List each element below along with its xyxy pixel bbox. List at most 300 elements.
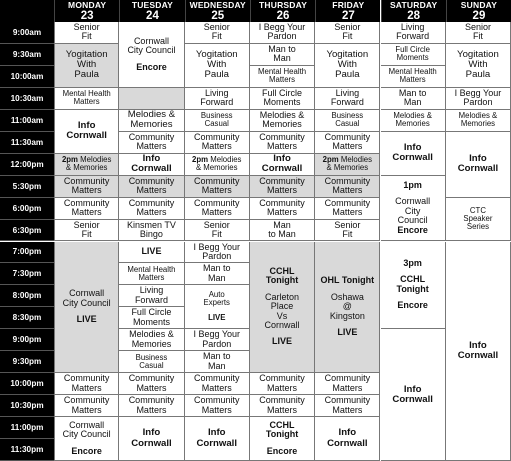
program-title-line: Community: [324, 131, 371, 142]
program-title-line: Tonight: [265, 429, 299, 440]
program-cell[interactable]: [185, 176, 250, 198]
program-title-line: Senior: [73, 22, 100, 33]
program-title-line: Community: [63, 197, 110, 208]
program-title-line: With: [337, 59, 357, 71]
program-cell[interactable]: [315, 176, 380, 198]
program-title-line: Series: [466, 222, 489, 232]
program-title-line: Auto: [208, 290, 225, 300]
program-title-line: Casual: [204, 119, 229, 129]
program-cell[interactable]: [185, 44, 250, 88]
program-cell[interactable]: [250, 22, 315, 44]
program-cell[interactable]: [381, 176, 446, 242]
program-title-line: Matters: [332, 404, 363, 415]
program-title-line: Yogitation: [195, 49, 238, 61]
program-title-line: Carleton: [265, 291, 300, 302]
program-cell[interactable]: [54, 198, 119, 220]
program-title-line: Man to: [398, 87, 427, 98]
program-title-line: Yogitation: [457, 49, 499, 61]
program-title-line: Kinsmen TV: [127, 219, 176, 230]
program-title-line: 1pm: [403, 179, 422, 190]
program-cell[interactable]: [185, 242, 250, 264]
program-title-line: Place: [270, 301, 294, 312]
program-cell[interactable]: [250, 395, 315, 417]
program-cell[interactable]: [381, 329, 446, 461]
program-title-line: Moments: [132, 316, 170, 327]
program-cell[interactable]: [54, 154, 119, 176]
program-title-line: Matters: [332, 185, 363, 196]
program-title-line: CCHL: [400, 274, 426, 285]
program-title-line: Matters: [267, 141, 298, 152]
program-cell[interactable]: [315, 373, 380, 395]
program-cell[interactable]: [54, 110, 119, 154]
program-title-line: Matters: [71, 404, 102, 415]
program-title-line: Memories: [262, 119, 302, 130]
program-title-line: Encore: [397, 300, 428, 311]
program-title-line: Cornwall: [131, 437, 172, 449]
program-title-line: Matters: [269, 75, 296, 85]
day-header: [250, 0, 315, 22]
program-title-line: Community: [259, 197, 305, 208]
program-title-line: Matters: [267, 185, 298, 196]
program-title-line: Matters: [399, 75, 426, 85]
program-title-line: Matters: [71, 207, 102, 218]
program-cell[interactable]: [315, 110, 380, 132]
program-title-line: Cornwall: [131, 163, 172, 175]
program-cell[interactable]: [315, 22, 380, 44]
program-title-line: Encore: [397, 224, 428, 235]
program-title-line: Experts: [203, 298, 230, 308]
program-title-line: Living: [204, 87, 229, 98]
program-cell[interactable]: [446, 110, 511, 132]
program-title-line: CCHL: [269, 265, 295, 276]
program-title-line: Fit: [81, 229, 92, 240]
program-title-line: Info: [469, 153, 487, 165]
program-title-line: Info: [469, 339, 487, 351]
day-name: SUNDAY: [460, 0, 498, 10]
program-cell[interactable]: [315, 44, 380, 88]
program-cell[interactable]: [54, 373, 119, 395]
program-cell[interactable]: [250, 198, 315, 220]
program-title-line: Cornwall: [196, 437, 237, 449]
program-title-line: Cornwall: [457, 163, 499, 175]
program-title-line: Community: [324, 395, 371, 406]
program-cell[interactable]: [315, 154, 380, 176]
program-cell[interactable]: [315, 132, 380, 154]
program-title-line: Matters: [136, 207, 167, 218]
program-cell[interactable]: [315, 198, 380, 220]
program-cell[interactable]: [119, 373, 184, 395]
program-title-line: Business: [331, 111, 364, 121]
program-cell[interactable]: [381, 44, 446, 66]
program-title-line: Cornwall: [264, 320, 300, 330]
program-title-line: Community: [193, 373, 240, 384]
time-slot-label: 6:00pm: [0, 198, 54, 220]
program-title-line: Council: [397, 215, 428, 226]
program-title-line: Community: [128, 373, 175, 384]
program-cell[interactable]: [54, 22, 119, 44]
program-cell[interactable]: [185, 417, 250, 461]
program-cell[interactable]: [119, 307, 184, 329]
program-title-line: Community: [193, 197, 240, 208]
program-title-line: Matters: [267, 404, 298, 415]
program-cell[interactable]: [446, 22, 511, 44]
time-slot-label: 6:30pm: [0, 220, 54, 242]
program-title-line: Fit: [472, 31, 483, 42]
program-cell[interactable]: [446, 242, 511, 461]
program-title-line: Paula: [204, 69, 230, 81]
program-title-line: Cornwall: [327, 437, 368, 449]
program-cell[interactable]: [446, 44, 511, 88]
program-cell[interactable]: [250, 132, 315, 154]
program-title-line: Melodies &: [393, 111, 432, 121]
program-cell[interactable]: [315, 242, 380, 374]
program-cell[interactable]: [185, 88, 250, 110]
time-slot-label: 7:00pm: [0, 242, 54, 264]
time-slot-label: 10:30pm: [0, 395, 54, 417]
program-title-line: Community: [63, 175, 110, 186]
program-title-line: LIVE: [272, 336, 293, 347]
program-title-line: With: [207, 59, 227, 71]
program-title-line: Matters: [73, 97, 100, 107]
program-cell[interactable]: [185, 329, 250, 351]
program-title-line: Business: [135, 352, 168, 362]
program-title-line: With: [77, 59, 97, 71]
time-slot-label: 9:30pm: [0, 351, 54, 373]
time-slot-label: 10:30am: [0, 88, 54, 110]
program-title-line: Community: [324, 373, 371, 384]
program-title-line: Senior: [464, 22, 491, 33]
program-title-line: to Man: [268, 229, 296, 240]
day-date: 23: [80, 9, 94, 22]
time-slot-label: 11:30pm: [0, 439, 54, 461]
program-title-line: 2pm Melodies: [322, 154, 373, 164]
program-title-line: Encore: [71, 445, 102, 456]
program-title-line: Senior: [203, 22, 230, 33]
program-title-line: Matters: [332, 382, 363, 393]
program-title-line: Community: [193, 131, 240, 142]
program-cell[interactable]: [185, 198, 250, 220]
time-slot-label: 7:30pm: [0, 263, 54, 285]
program-title-line: Memories: [395, 119, 430, 129]
program-title-line: Full Circle: [262, 87, 303, 98]
program-cell[interactable]: [54, 88, 119, 110]
program-title-line: & Memories: [65, 163, 108, 173]
program-title-line: Forward: [396, 31, 430, 42]
program-title-line: Matters: [136, 404, 167, 415]
program-cell[interactable]: [119, 110, 184, 132]
program-cell[interactable]: [250, 110, 315, 132]
program-title-line: Matters: [136, 185, 167, 196]
program-cell[interactable]: [119, 220, 184, 242]
program-title-line: Info: [142, 153, 161, 165]
program-title-line: Bingo: [139, 229, 163, 240]
program-title-line: Kingston: [329, 310, 365, 321]
program-title-line: Forward: [200, 97, 234, 108]
time-slot-label: 9:00am: [0, 22, 54, 44]
program-title-line: Community: [128, 175, 175, 186]
time-slot-label: 8:00pm: [0, 285, 54, 307]
time-slot-label: 8:30pm: [0, 307, 54, 329]
program-title-line: Casual: [139, 360, 164, 370]
program-title-line: Yogitation: [65, 49, 108, 61]
time-slot-label: 9:30am: [0, 44, 54, 66]
program-cell[interactable]: [54, 176, 119, 198]
day-header: [315, 0, 380, 22]
program-title-line: Matters: [332, 141, 363, 152]
program-cell[interactable]: [446, 198, 511, 242]
program-title-line: Mental Health: [257, 67, 307, 77]
day-date: 27: [341, 9, 355, 22]
program-cell[interactable]: [119, 132, 184, 154]
program-title-line: Fit: [211, 229, 222, 240]
day-name: WEDNESDAY: [189, 0, 246, 10]
program-title-line: & Memories: [195, 163, 238, 173]
program-cell[interactable]: [185, 154, 250, 176]
program-title-line: Full Circle: [395, 45, 430, 55]
program-cell[interactable]: [250, 220, 315, 242]
program-cell[interactable]: [250, 66, 315, 88]
program-title-line: Melodies &: [129, 329, 174, 340]
program-title-line: Community: [259, 131, 305, 142]
program-cell[interactable]: [250, 373, 315, 395]
program-cell[interactable]: [185, 395, 250, 417]
day-date: 28: [407, 9, 421, 22]
program-title-line: Pardon: [463, 97, 493, 108]
time-slot-label: 10:00pm: [0, 373, 54, 395]
program-title-line: Mental Health: [62, 89, 111, 99]
program-title-line: Forward: [330, 97, 364, 108]
program-title-line: Matters: [71, 185, 102, 196]
program-title-line: Encore: [266, 445, 298, 456]
program-cell[interactable]: [54, 220, 119, 242]
program-cell[interactable]: [315, 88, 380, 110]
program-title-line: Memories: [460, 119, 496, 129]
program-title-line: Community: [128, 197, 175, 208]
program-title-line: Man to: [202, 351, 231, 362]
program-title-line: Man: [403, 97, 422, 108]
program-title-line: Melodies &: [458, 111, 498, 121]
program-cell[interactable]: [119, 242, 184, 264]
time-slot-label: 10:00am: [0, 66, 54, 88]
program-cell[interactable]: [119, 154, 184, 176]
program-cell[interactable]: [119, 395, 184, 417]
program-title-line: Community: [259, 395, 305, 406]
program-title-line: Senior: [334, 219, 361, 230]
program-title-line: Community: [63, 395, 110, 406]
program-cell[interactable]: [185, 373, 250, 395]
program-title-line: Pardon: [202, 338, 232, 349]
program-cell[interactable]: [315, 417, 380, 461]
program-cell[interactable]: [250, 242, 315, 374]
program-title-line: City Council: [127, 45, 176, 56]
program-title-line: City: [404, 205, 421, 216]
program-title-line: Mental Health: [388, 67, 437, 77]
program-title-line: Community: [193, 395, 240, 406]
program-cell[interactable]: [315, 220, 380, 242]
program-cell[interactable]: [250, 44, 315, 66]
day-date: 25: [211, 9, 225, 22]
program-title-line: LIVE: [208, 313, 226, 323]
day-header: [119, 0, 184, 22]
program-cell[interactable]: [185, 351, 250, 373]
program-cell[interactable]: [119, 88, 184, 110]
program-title-line: City Council: [62, 429, 111, 440]
program-title-line: Moments: [396, 53, 429, 63]
program-title-line: Cornwall: [392, 152, 433, 164]
program-title-line: Oshawa: [330, 291, 364, 302]
program-title-line: Fit: [81, 31, 92, 42]
program-title-line: Man: [273, 219, 291, 230]
program-title-line: Info: [77, 120, 96, 132]
program-cell[interactable]: [446, 88, 511, 110]
day-header: [381, 0, 446, 22]
program-title-line: Memories: [130, 119, 173, 131]
program-title-line: Community: [128, 395, 175, 406]
program-cell[interactable]: [381, 242, 446, 330]
day-date: 26: [276, 9, 290, 22]
day-header: [446, 0, 511, 22]
program-title-line: LIVE: [337, 327, 358, 337]
program-cell[interactable]: [315, 395, 380, 417]
program-cell[interactable]: [250, 154, 315, 176]
program-title-line: Community: [259, 175, 305, 186]
program-title-line: I Begg Your: [193, 329, 241, 340]
program-cell[interactable]: [446, 132, 511, 198]
program-title-line: Matters: [136, 141, 167, 152]
program-title-line: & Memories: [326, 163, 369, 173]
program-cell[interactable]: [381, 132, 446, 176]
time-slot-label: 5:30pm: [0, 176, 54, 198]
program-cell[interactable]: [185, 285, 250, 329]
time-slot-label: 11:00am: [0, 110, 54, 132]
program-title-line: Info: [338, 427, 357, 439]
program-title-line: @: [342, 301, 352, 312]
program-cell[interactable]: [119, 351, 184, 373]
program-title-line: Paula: [74, 69, 99, 81]
program-cell[interactable]: [54, 44, 119, 88]
program-title-line: Cornwall: [69, 288, 105, 299]
program-title-line: Living: [335, 87, 360, 98]
program-title-line: LIVE: [76, 314, 97, 325]
day-header: [54, 0, 119, 22]
program-cell[interactable]: [119, 263, 184, 285]
program-title-line: Matters: [136, 382, 167, 393]
program-title-line: Tonight: [265, 275, 299, 286]
program-title-line: CTC: [469, 205, 486, 215]
program-title-line: Living: [139, 285, 164, 296]
program-cell[interactable]: [185, 132, 250, 154]
program-title-line: Forward: [134, 294, 168, 305]
program-title-line: Matters: [201, 382, 232, 393]
program-title-line: Full Circle: [131, 307, 172, 318]
program-cell[interactable]: [185, 110, 250, 132]
program-title-line: Fit: [342, 229, 353, 240]
program-title-line: Cornwall: [69, 419, 105, 430]
program-title-line: Community: [193, 175, 240, 186]
program-title-line: Info: [142, 427, 161, 439]
time-slot-label: 12:00pm: [0, 154, 54, 176]
program-title-line: Matters: [201, 185, 232, 196]
program-title-line: Info: [403, 383, 422, 395]
program-title-line: Matters: [267, 382, 298, 393]
program-cell[interactable]: [250, 88, 315, 110]
program-title-line: Tonight: [396, 283, 429, 294]
program-cell[interactable]: [119, 198, 184, 220]
program-title-line: Cornwall: [392, 393, 433, 405]
program-title-line: With: [468, 59, 488, 71]
program-title-line: CCHL: [269, 419, 295, 430]
program-cell[interactable]: [185, 220, 250, 242]
program-cell[interactable]: [185, 263, 250, 285]
day-date: 24: [146, 9, 159, 22]
program-title-line: Moments: [263, 97, 301, 108]
program-title-line: Melodies &: [259, 109, 305, 120]
program-title-line: Matters: [138, 272, 165, 282]
time-slot-label: 11:30am: [0, 132, 54, 154]
time-slot-label: 9:00pm: [0, 329, 54, 351]
program-title-line: City Council: [62, 297, 111, 308]
program-title-line: Paula: [335, 69, 360, 81]
program-title-line: Man: [207, 272, 226, 283]
header-corner: [0, 0, 54, 22]
program-title-line: Senior: [73, 219, 100, 230]
program-title-line: Man to: [202, 263, 231, 274]
program-cell[interactable]: [119, 417, 184, 461]
program-title-line: Matters: [71, 382, 102, 393]
program-title-line: Matters: [201, 404, 232, 415]
program-cell[interactable]: [185, 22, 250, 44]
program-title-line: Man: [273, 53, 291, 64]
program-title-line: Community: [259, 373, 305, 384]
day-date: 29: [472, 9, 486, 22]
program-title-line: Cornwall: [261, 163, 303, 175]
program-cell[interactable]: [54, 242, 119, 374]
program-title-line: Encore: [136, 61, 167, 72]
program-title-line: Speaker: [463, 213, 493, 223]
program-cell[interactable]: [250, 176, 315, 198]
program-cell[interactable]: [54, 417, 119, 461]
program-cell[interactable]: [54, 395, 119, 417]
program-cell[interactable]: [381, 110, 446, 132]
program-cell[interactable]: [381, 22, 446, 44]
program-title-line: Cornwall: [66, 130, 107, 142]
program-title-line: Info: [273, 153, 291, 165]
program-cell[interactable]: [119, 176, 184, 198]
program-title-line: Cornwall: [133, 35, 169, 46]
program-cell[interactable]: [119, 329, 184, 351]
program-title-line: Cornwall: [457, 349, 499, 361]
program-title-line: Fit: [211, 31, 222, 42]
program-cell[interactable]: [119, 22, 184, 88]
program-title-line: Yogitation: [326, 49, 369, 61]
program-cell[interactable]: [119, 285, 184, 307]
program-title-line: Man to: [268, 43, 296, 54]
program-title-line: Community: [324, 197, 371, 208]
day-name: TUESDAY: [131, 0, 174, 10]
program-title-line: Info: [403, 142, 422, 154]
program-title-line: Community: [324, 175, 371, 186]
program-cell[interactable]: [381, 88, 446, 110]
program-title-line: Matters: [201, 207, 232, 218]
program-title-line: Community: [128, 131, 175, 142]
program-title-line: Community: [63, 373, 110, 384]
day-name: MONDAY: [68, 0, 107, 10]
program-title-line: I Begg Your: [258, 22, 306, 33]
program-title-line: Living: [400, 22, 425, 33]
program-title-line: Senior: [334, 22, 361, 33]
program-cell[interactable]: [381, 66, 446, 88]
program-cell[interactable]: [250, 417, 315, 461]
